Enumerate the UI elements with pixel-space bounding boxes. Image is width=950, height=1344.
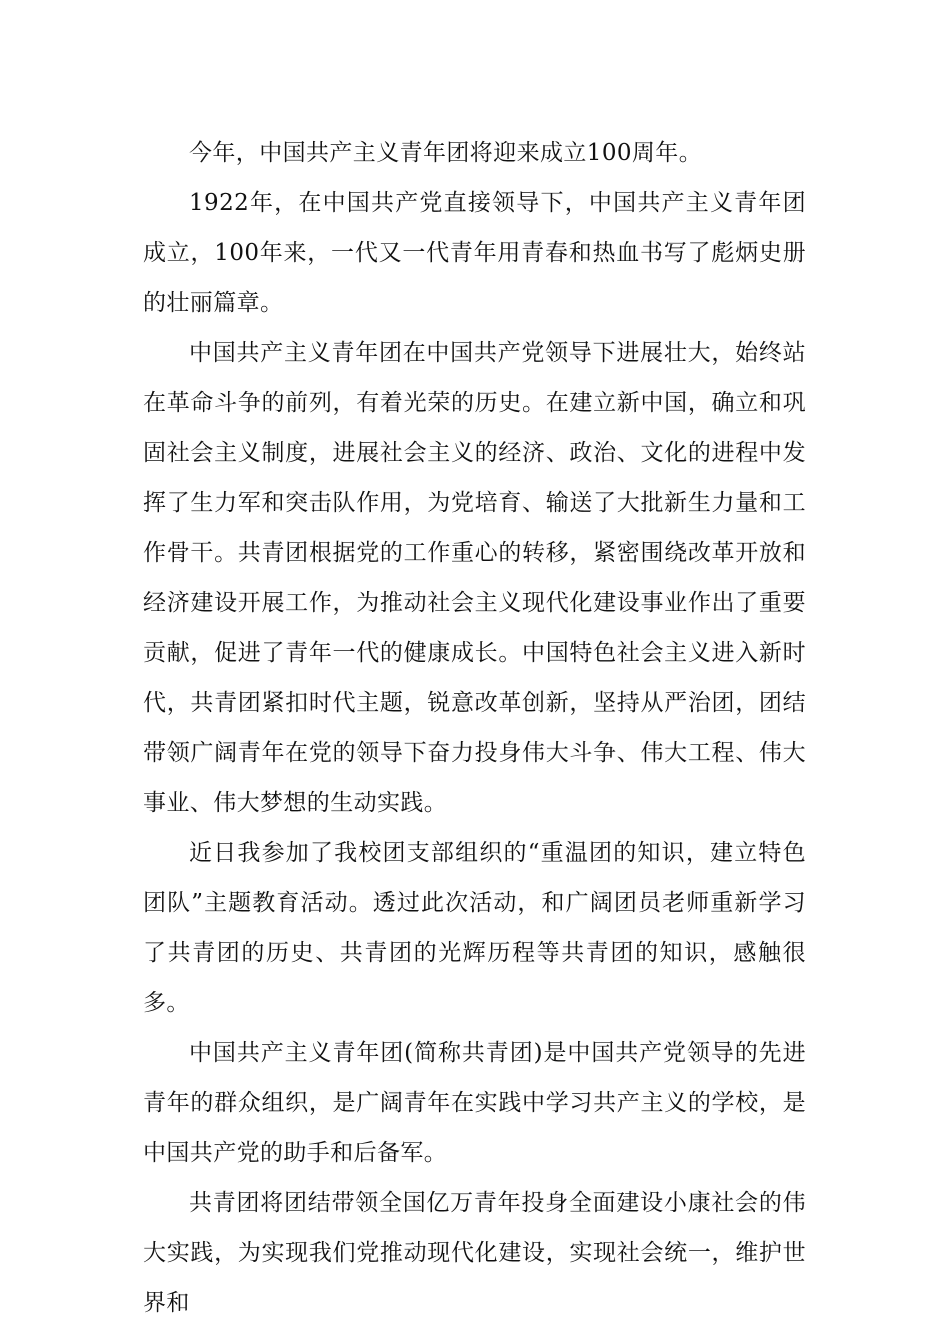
paragraph-3: 中国共产主义青年团在中国共产党领导下进展壮大，始终站在革命斗争的前列，有着光荣的历史。在建立新中国，确立和巩固社会主义制度，进展社会主义的经济、政治、文化的进程中发挥了生力军和突击队作用，为党培育、输送了大批新生力量和工作骨干。共青团根据党的工作重心的转移，紧密围绕改革开放和经济建设开展工作，为推动社会主义现代化建设事业作出了重要贡献，促进了青年一代的健康成长。中国特色社会主义进入新时代，共青团紧扣时代主题，锐意改革创新，坚持从严治团，团结带领广阔青年在党的领导下奋力投身伟大斗争、伟大工程、伟大事业、伟大梦想的生动实践。 — [143, 340, 806, 816]
paragraph-6: 共青团将团结带领全国亿万青年投身全面建设小康社会的伟大实践，为实现我们党推动现代化建设，实现社会统一，维护世界和 — [143, 1190, 806, 1316]
paragraph-1: 今年，中国共产主义青年团将迎来成立100周年。 — [189, 140, 703, 166]
paragraph-2: 1922年，在中国共产党直接领导下，中国共产主义青年团成立，100年来，一代又一代青年用青春和热血书写了彪炳史册的壮丽篇章。 — [143, 190, 806, 316]
document-body — [143, 128, 806, 1328]
paragraph-4: 近日我参加了我校团支部组织的“重温团的知识，建立特色团队”主题教育活动。透过此次活动，和广阔团员老师重新学习了共青团的历史、共青团的光辉历程等共青团的知识，感触很多。 — [143, 840, 806, 1016]
paragraph-5: 中国共产主义青年团(简称共青团)是中国共产党领导的先进青年的群众组织，是广阔青年在实践中学习共产主义的学校，是中国共产党的助手和后备军。 — [143, 1040, 806, 1166]
